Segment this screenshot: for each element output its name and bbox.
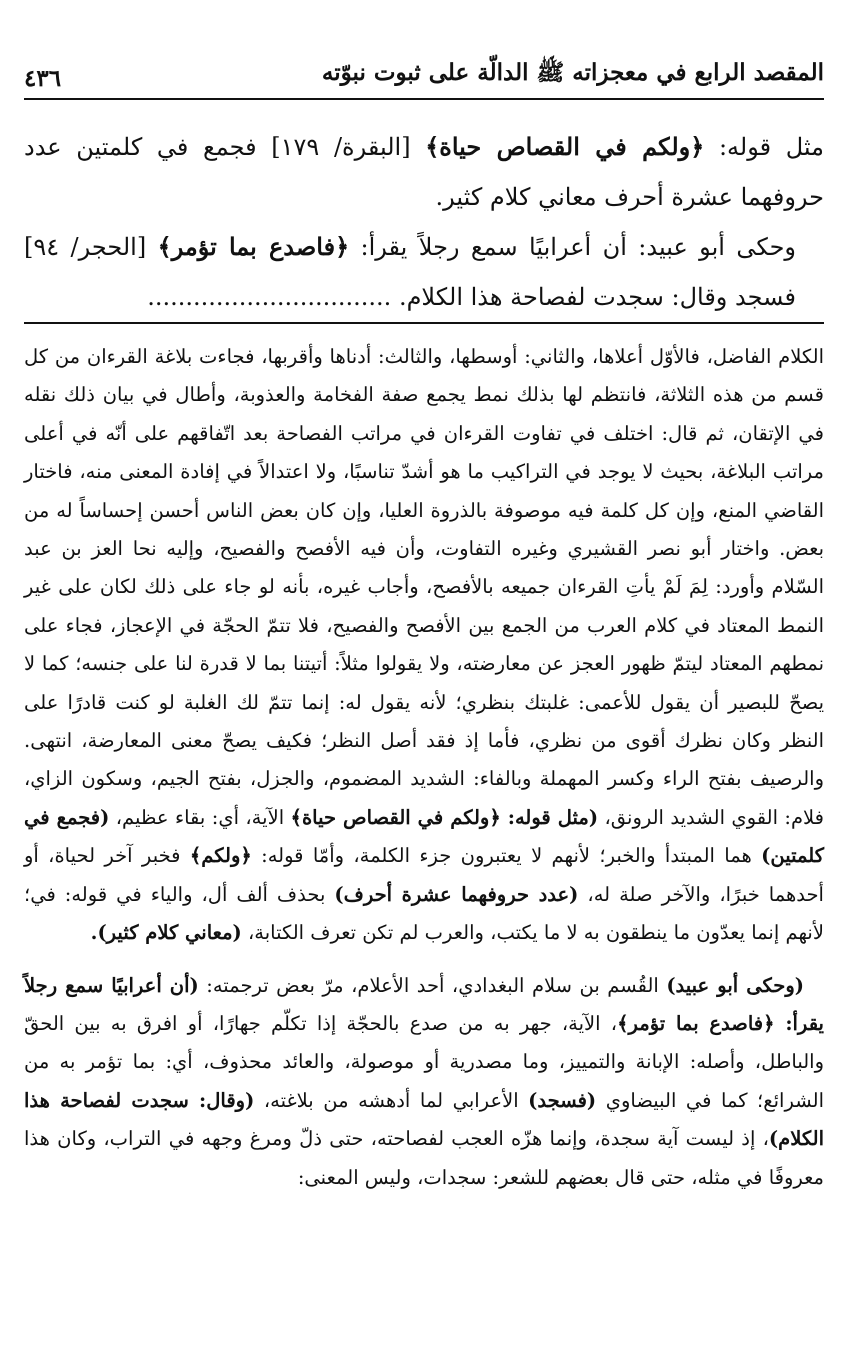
bold-lemma: (عدد حروفهما عشرة أحرف) [334, 882, 579, 906]
main-text-paragraph: وحكى أبو عبيد: أن أعرابيًا سمع رجلاً يقرأ: ﴿فاصدع بما تؤمر﴾ [الحجر/ ٩٤] فسجد وقال: سجدت لفصاحة هذا الكلام. ................................ [24, 232, 797, 311]
bold-lemma: (فسجد) [528, 1088, 597, 1112]
commentary-text [24, 338, 824, 1197]
page-header [24, 52, 824, 92]
commentary-paragraph: (وحكى أبو عبيد) القُسم بن سلام البغدادي، أحد الأعلام، مرّ بعض ترجمته: (أن أعرابيًا سمع رجلاً يقرأ: ﴿فاصدع بما تؤمر﴾، الآية، جهر به من صدع بالحجّة إذا تكلّم جهارًا، أو افرق به بين الحقّ والباطل، وأصله: الإبانة والتمييز، وما مصدرية أو موصولة، والعائد محذوف، أي: بما تؤمر به من الشرائع؛ كما في البيضاوي (فسجد) الأعرابي لما أدهشه من بلاغته، (وقال: سجدت لفصاحة هذا الكلام)، إذ ليست آية سجدة، وإنما هزّه العجب لفصاحته، حتى ذلّ ومرغ وجهه في التراب، وكان هذا معروفًا في مثله، حتى قال بعضهم للشعر: سجدات، وليس المعنى: [24, 973, 824, 1189]
quran-quote: ﴿ولكم﴾ [189, 844, 252, 868]
main-text [24, 122, 824, 322]
dotted-leader: ................................ [147, 283, 392, 311]
page-number: ٤٣٦ [24, 65, 62, 92]
bold-lemma: (معاني كلام كثير). [90, 921, 242, 945]
quran-quote: ﴿فاصدع بما تؤمر﴾ [157, 232, 350, 261]
quran-quote: ﴿ولكم في القصاص حياة﴾ [290, 805, 501, 829]
commentary-paragraph: الكلام الفاضل، فالأوّل أعلاها، والثاني: أوسطها، والثالث: أدناها وأقربها، فجاءت بلاغة القرءان من كل قسم من هذه الثلاثة، فانتظم لها بذلك نمط يجمع صفة الفخامة والعذوبة، وأطال في بيان ذلك نقله في الإتقان، ثم قال: اختلف في تفاوت القرءان في مراتب الفصاحة بعد اتّفاقهم على أنّه في أعلى مراتب البلاغة، بحيث لا يوجد في التراكيب ما هو أشدّ تناسبًا، ولا اعتدالاً في إفادة المعنى منه، فاختار القاضي المنع، وإن كل كلمة فيه موصوفة بالذروة العليا، وإن كان بعض الناس أحسن إحساساً له من بعض. واختار أبو نصر القشيري وغيره التفاوت، وأن فيه الأفصح والفصيح، وإليه نحا العز بن عبد السّلام وأورد: لِمَ لَمْ يأتِ القرءان جميعه بالأفصح، وأجاب غيره، بأنه لو جاء على ذلك لكان على غير النمط المعتاد في كلام العرب من الجمع بين الأفصح والفصيح، فلا تتمّ الحجّة في الإعجاز، فجاء على نمطهم المعتاد ليتمّ ظهور العجز عن معارضته، ولا يقولوا مثلاً: أتيتنا بما لا قدرة لنا على جنسه؛ كما لا يصحّ للبصير أن يقول للأعمى: غلبتك بنظري؛ لأنه يقول له: إنما تتمّ لك الغلبة لو كنت قادرًا على النظر وكان نظرك أقوى من نظري، فأما إذ فقد أصل النظر؛ فكيف يصحّ معنى المعارضة، انتهى. والرصيف بفتح الراء وكسر المهملة وبالفاء: الشديد المضموم، والجزل، بفتح الجيم، وسكون الزاي، فلام: القوي الشديد الرونق، (مثل قوله: ﴿ولكم في القصاص حياة﴾ الآية، أي: بقاء عظيم، (فجمع في كلمتين) هما المبتدأ والخبر؛ لأنهم لا يعتبرون جزء الكلمة، وأمّا قوله: ﴿ولكم﴾ فخبر آخر لحياة، أو أحدهما خبرًا، والآخر صلة له، (عدد حروفهما عشرة أحرف) بحذف ألف أل، والياء في قوله: في؛ لأنهم إنما يعدّون ما ينطقون به لا ما يكتب، والعرب لم تكن تعرف الكتابة، (معاني كلام كثير). [24, 345, 824, 945]
running-title: المقصد الرابع في معجزاته ﷺ الدالّة على ثبوت نبوّته [321, 59, 824, 86]
quran-quote: ﴿فاصدع بما تؤمر﴾ [617, 1011, 775, 1035]
quran-quote: ﴿ولكم في القصاص حياة﴾ [425, 132, 705, 161]
separator-rule [24, 322, 824, 324]
bold-lemma: (وحكى أبو عبيد) [666, 973, 804, 997]
bold-lemma: (مثل قوله: [500, 805, 599, 829]
main-text-paragraph: مثل قوله: ﴿ولكم في القصاص حياة﴾ [البقرة/ ١٧٩] فجمع في كلمتين عدد حروفهما عشرة أحرف معاني كلام كثير. [24, 132, 825, 211]
bold-lemma: (أن أعرابيًا سمع رجلاً يقرأ: [24, 973, 824, 1035]
header-rule [24, 98, 824, 100]
bold-lemma: (وقال: سجدت لفصاحة هذا الكلام) [24, 1088, 824, 1151]
bold-lemma: (فجمع في كلمتين) [24, 805, 824, 868]
